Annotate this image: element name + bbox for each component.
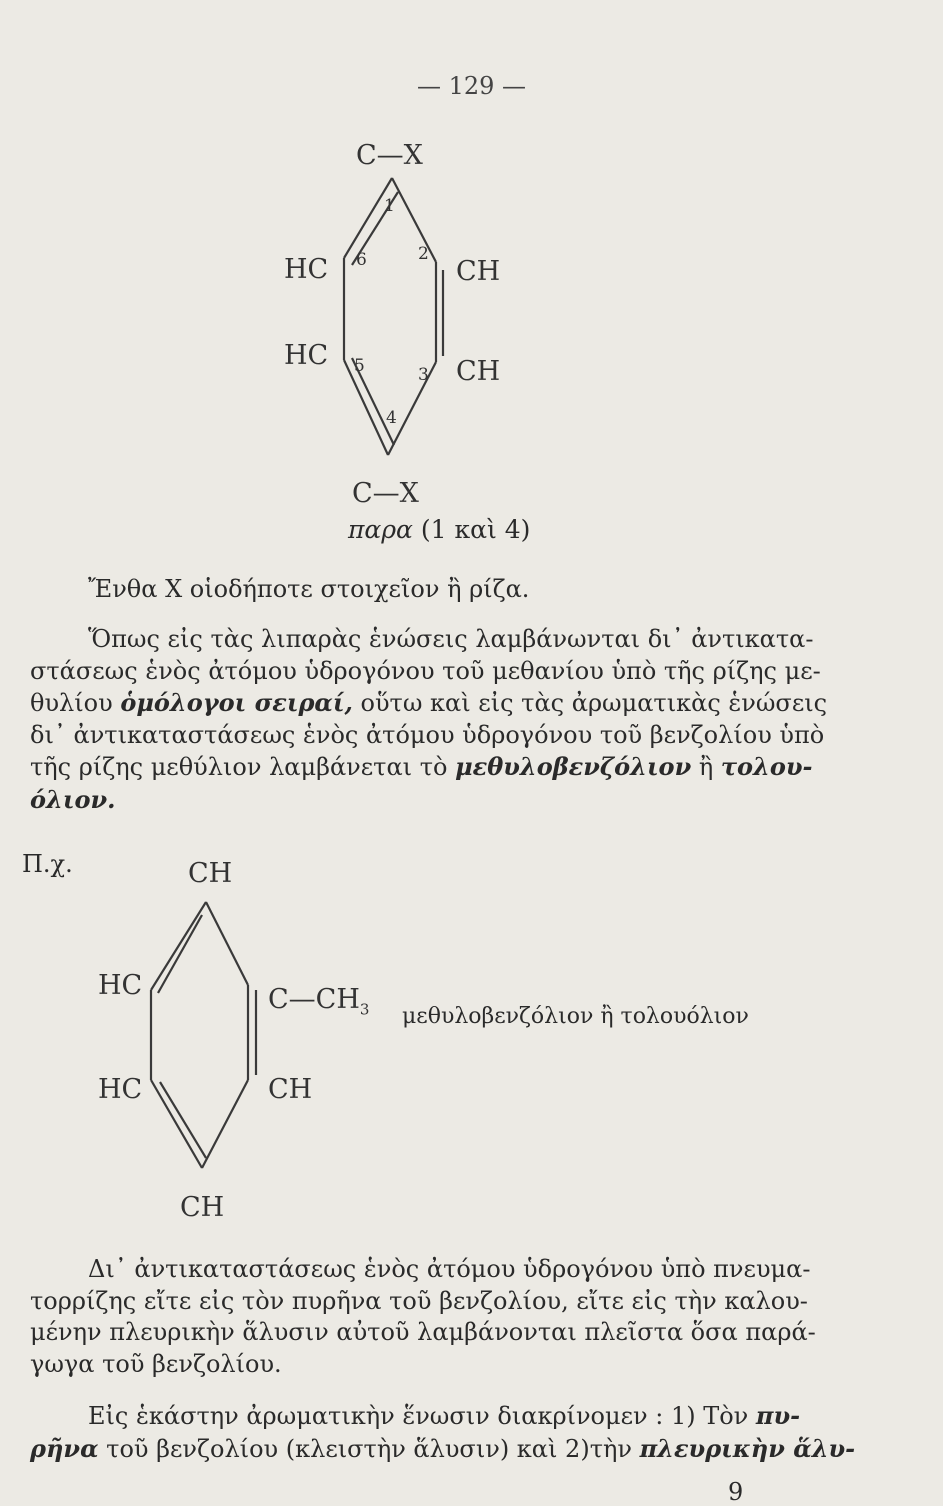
caption-para: παρα [348, 515, 413, 544]
diagram1-left-upper-label: HC [284, 254, 329, 285]
methyl-group: C—CH [268, 984, 360, 1015]
para3-line-3: μένην πλευρικὴν ἅλυσιν αὐτοῦ λαμβάνονται πλεῖστα ὅσα παρά- [30, 1318, 816, 1346]
term-nucleus-part1: πυ- [755, 1401, 801, 1430]
paragraph-derivatives [30, 1254, 816, 1380]
signature-mark: 9 [728, 1478, 744, 1506]
position-5: 5 [354, 356, 365, 376]
para2-line-2: στάσεως ἑνὸς ἀτόμου ὑδρογόνου τοῦ μεθανίου ὑπὸ τῆς ρίζης με- [30, 656, 821, 685]
methyl-subscript: 3 [359, 1000, 370, 1019]
diagram2-bottom-label: CH [180, 1192, 225, 1223]
example-label: Π.χ. [22, 850, 73, 878]
para2-line-4: δι᾽ ἀντικαταστάσεως ἑνὸς ἀτόμου ὑδρογόνου τοῦ βενζολίου ὑπὸ [30, 720, 825, 749]
diagram2-top-label: CH [188, 858, 233, 889]
para3-line-4: γωγα τοῦ βενζολίου. [30, 1349, 282, 1378]
position-2: 2 [418, 244, 429, 264]
para2-line-5 [30, 751, 813, 784]
para2-line-5a: τῆς ρίζης μεθύλιον λαμβάνεται τὸ [30, 753, 456, 781]
diagram1-right-upper-label: CH [456, 256, 501, 287]
para2-line-3c: οὕτω καὶ εἰς τὰς ἀρωματικὰς ἑνώσεις [352, 689, 828, 717]
para3-line-1: Δι᾽ ἀντικαταστάσεως ἑνὸς ἀτόμου ὑδρογόνου ὑπὸ πνευμα- [88, 1255, 811, 1283]
paragraph-nucleus [30, 1400, 856, 1465]
para1-line: Ἔνθα X οἱοδήποτε στοιχεῖον ἢ ρίζα. [88, 575, 530, 603]
diagram1-bottom-label: C—X [352, 478, 419, 509]
term-toluene-part2: όλιον. [30, 784, 116, 814]
caption-positions: (1 καὶ 4) [412, 515, 531, 544]
diagram2-left-lower-label: HC [98, 1074, 143, 1105]
para3-line-2: τορρίζης εἴτε εἰς τὸν πυρῆνα τοῦ βενζολίου, εἴτε εἰς τὴν καλου- [30, 1286, 808, 1315]
paragraph-homologous [30, 624, 828, 816]
diagram1-right-lower-label: CH [456, 356, 501, 387]
para2-line-3 [30, 687, 828, 720]
diagram2-right-upper-label [268, 984, 369, 1018]
para4-line-1 [30, 1400, 801, 1433]
diagram1-left-lower-label: HC [284, 340, 329, 371]
para2-line-5c: ἢ [691, 753, 721, 781]
term-side-chain: πλευρικὴν ἅλυ- [639, 1433, 856, 1463]
para2-line-1: Ὅπως εἰς τὰς λιπαρὰς ἑνώσεις λαμβάνωνται δι᾽ ἀντικατα- [88, 625, 814, 653]
para4-line-2 [30, 1433, 856, 1466]
term-nucleus-part2: ρῆνα [30, 1433, 99, 1463]
diagram2-left-upper-label: HC [98, 970, 143, 1001]
position-4: 4 [386, 408, 397, 428]
page-number: — 129 — [416, 72, 527, 100]
position-6: 6 [356, 250, 367, 270]
para4-line-2b: τοῦ βενζολίου (κλειστὴν ἅλυσιν) καὶ 2)τὴν [98, 1434, 640, 1463]
term-toluene-part1: τολου- [720, 752, 813, 781]
para4-line-1a: Εἰς ἑκάστην ἀρωματικὴν ἕνωσιν διακρίνομεν : 1) Τὸν [88, 1402, 756, 1430]
term-methylbenzene: μεθυλοβενζόλιον [455, 752, 692, 781]
diagram1-top-label: C—X [356, 140, 423, 171]
paragraph-definition [30, 574, 790, 606]
position-3: 3 [418, 365, 429, 385]
position-1: 1 [384, 196, 395, 216]
toluene-ring-bonds [151, 902, 256, 1168]
para2-line-6 [30, 784, 790, 817]
diagram2-right-lower-label: CH [268, 1074, 313, 1105]
diagram2-side-label: μεθυλοβενζόλιον ἢ τολουόλιον [402, 1004, 749, 1029]
para2-line-3a: θυλίου [30, 689, 121, 717]
diagram1-caption [348, 515, 530, 544]
term-homologous-series: ὁμόλογοι σειραί, [120, 688, 353, 717]
